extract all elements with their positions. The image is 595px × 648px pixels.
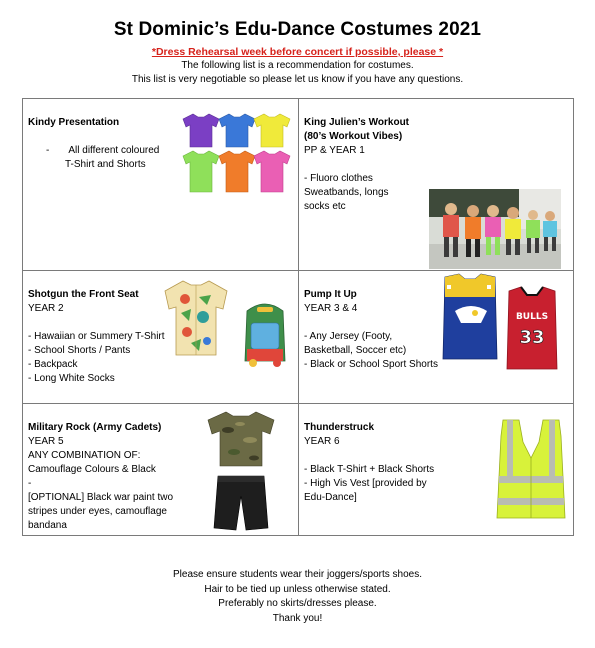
footer-line-1: Please ensure students wear their joggers/sports shoes. bbox=[172, 569, 423, 580]
camo-shirt-shorts-image bbox=[206, 410, 276, 532]
military-item-3: - bbox=[28, 478, 32, 489]
document-title: St Dominic’s Edu-Dance Costumes 2021 bbox=[113, 19, 482, 40]
military-year: YEAR 5 bbox=[28, 436, 64, 447]
cell-shotgun bbox=[23, 271, 299, 404]
tshirt-blue-icon bbox=[219, 114, 255, 147]
king-julien-heading-2: (80’s Workout Vibes) bbox=[304, 131, 403, 142]
tshirt-orange-icon bbox=[219, 151, 255, 192]
dress-rehearsal-notice: *Dress Rehearsal week before concert if possible, please * bbox=[151, 46, 444, 58]
intro-line-1: The following list is a recommendation for costumes. bbox=[181, 60, 414, 71]
tshirt-purple-icon bbox=[183, 114, 219, 147]
kindy-dash: - bbox=[46, 145, 50, 156]
document-footer bbox=[0, 568, 595, 626]
hawaiian-shirt-backpack-image bbox=[161, 277, 296, 369]
coloured-tshirts-image bbox=[181, 113, 291, 195]
kindy-item-1-row bbox=[28, 144, 159, 158]
kids-workout-photo bbox=[429, 189, 561, 269]
military-item-1: ANY COMBINATION OF: bbox=[28, 450, 141, 461]
king-julien-item-3: socks etc bbox=[304, 201, 346, 212]
king-julien-item-1: - Fluoro clothes bbox=[304, 173, 373, 184]
thunder-item-1: - Black T-Shirt + Black Shorts bbox=[304, 464, 435, 475]
pump-item-3: - Black or School Sport Shorts bbox=[304, 359, 438, 370]
pump-heading: Pump It Up bbox=[304, 289, 357, 300]
hawaiian-shirt-icon bbox=[165, 281, 227, 355]
tshirt-pink-icon bbox=[254, 151, 290, 192]
military-heading: Military Rock (Army Cadets) bbox=[28, 422, 162, 433]
kindy-item-1: All different coloured bbox=[68, 145, 160, 156]
pump-item-2: Basketball, Soccer etc) bbox=[304, 345, 407, 356]
cell-pump-it-up bbox=[299, 271, 574, 404]
shotgun-item-2: - School Shorts / Pants bbox=[28, 345, 131, 356]
bulls-jersey-text: BULLS bbox=[515, 312, 549, 322]
bulls-jersey-icon bbox=[507, 287, 557, 369]
military-item-2: Camouflage Colours & Black bbox=[28, 464, 156, 475]
footer-line-4: Thank you! bbox=[272, 612, 323, 624]
king-julien-item-2: Sweatbands, longs bbox=[304, 187, 389, 198]
footer-line-3: Preferably no skirts/dresses please. bbox=[218, 598, 377, 609]
cell-military-rock bbox=[23, 404, 299, 536]
camo-tshirt-icon bbox=[208, 412, 274, 466]
thunder-year: YEAR 6 bbox=[304, 436, 340, 447]
kindy-text bbox=[28, 116, 159, 172]
thunder-text bbox=[304, 421, 434, 505]
costume-table bbox=[22, 98, 574, 536]
cell-king-julien bbox=[299, 99, 574, 271]
military-item-5: stripes under eyes, camouflage bbox=[28, 506, 167, 517]
thunder-heading: Thunderstruck bbox=[304, 422, 375, 433]
document-header bbox=[0, 18, 595, 87]
king-julien-heading-1: King Julien’s Workout bbox=[304, 117, 410, 128]
pump-item-1: - Any Jersey (Footy, bbox=[304, 331, 393, 342]
pump-year: YEAR 3 & 4 bbox=[304, 303, 358, 314]
king-julien-year: PP & YEAR 1 bbox=[304, 145, 365, 156]
cell-kindy bbox=[23, 99, 299, 271]
pump-text bbox=[304, 288, 438, 372]
sports-jerseys-image bbox=[441, 273, 569, 373]
shotgun-item-4: - Long White Socks bbox=[28, 373, 115, 384]
military-text bbox=[28, 421, 173, 533]
shotgun-item-3: - Backpack bbox=[28, 359, 78, 370]
shotgun-heading: Shotgun the Front Seat bbox=[28, 289, 139, 300]
military-item-4: [OPTIONAL] Black war paint two bbox=[28, 492, 174, 503]
kindy-item-2: T-Shirt and Shorts bbox=[65, 159, 146, 170]
thunder-item-2: - High Vis Vest [provided by bbox=[304, 478, 427, 489]
tshirt-yellow-icon bbox=[254, 114, 290, 147]
footy-jersey-icon bbox=[443, 274, 497, 359]
shotgun-year: YEAR 2 bbox=[28, 303, 64, 314]
cell-thunderstruck bbox=[299, 404, 574, 536]
thunder-item-3: Edu-Dance] bbox=[304, 492, 357, 503]
king-julien-text bbox=[304, 116, 409, 214]
backpack-icon bbox=[245, 304, 285, 367]
hi-vis-vest-image bbox=[493, 418, 569, 522]
footer-line-2: Hair to be tied up unless otherwise stated. bbox=[204, 583, 391, 595]
military-item-6: bandana bbox=[28, 520, 67, 531]
shotgun-item-1: - Hawaiian or Summery T-Shirt bbox=[28, 331, 165, 342]
black-shorts-icon bbox=[214, 476, 268, 530]
bulls-jersey-number: 33 bbox=[519, 327, 545, 348]
kindy-heading: Kindy Presentation bbox=[28, 117, 120, 128]
tshirt-green-icon bbox=[183, 151, 219, 192]
intro-line-2: This list is very negotiable so please let us know if you have any questions. bbox=[131, 74, 464, 85]
hi-vis-vest-icon bbox=[497, 420, 565, 518]
shotgun-text bbox=[28, 288, 165, 386]
